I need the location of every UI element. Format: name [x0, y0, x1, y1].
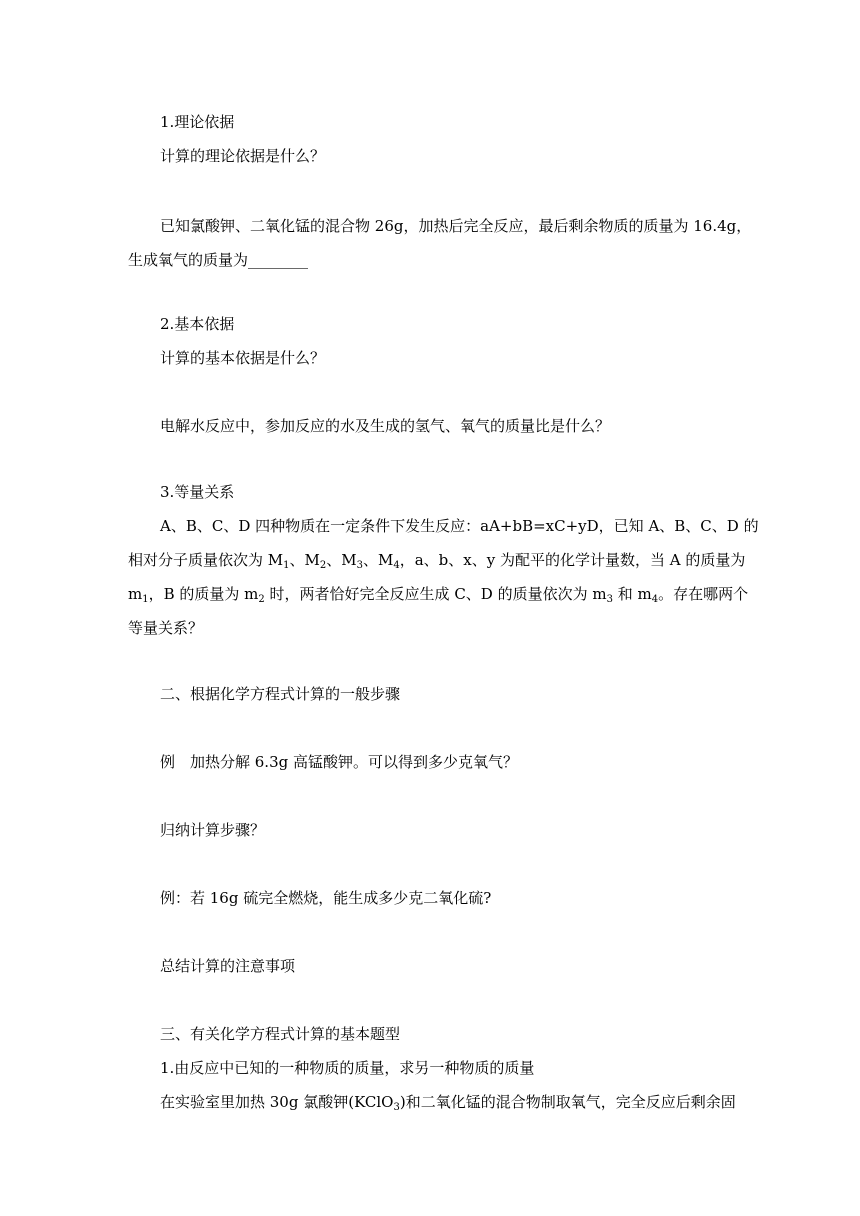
paragraph-line: A、B、C、D 四种物质在一定条件下发生反应：aA+bB=xC+yD，已知 A、B、C、D 的: [160, 517, 759, 535]
question-text: 计算的基本依据是什么？: [160, 349, 326, 367]
example-text: 例：若 16g 硫完全燃烧，能生成多少克二氧化硫?: [160, 889, 492, 907]
paragraph-line: 等量关系？: [128, 619, 204, 637]
section-heading: 1.理论依据: [160, 113, 235, 131]
question-type-heading: 1.由反应中已知的一种物质的质量，求另一种物质的质量: [160, 1059, 535, 1077]
paragraph-line: 相对分子质量依次为 $M_1$、$M_2$、$M_3$、$M_4$，a、b、x、y 为配平的化学计量数，当 A 的质量为: [128, 551, 746, 571]
notes-text: 总结计算的注意事项: [160, 957, 296, 975]
section-heading: 3.等量关系: [160, 483, 235, 501]
problem-text: 已知氯酸钾、二氧化锰的混合物 26g，加热后完全反应，最后剩余物质的质量为 16.4g，: [160, 217, 752, 235]
part-heading: 三、有关化学方程式计算的基本题型: [160, 1025, 401, 1043]
problem-text-continued: 生成氧气的质量为________: [128, 251, 309, 269]
problem-text: 电解水反应中，参加反应的水及生成的氢气、氧气的质量比是什么？: [160, 417, 611, 435]
question-text: 计算的理论依据是什么？: [160, 147, 326, 165]
section-heading: 2.基本依据: [160, 315, 235, 333]
question-text: 归纳计算步骤？: [160, 821, 266, 839]
example-text: 例 加热分解 6.3g 高锰酸钾。可以得到多少克氧气？: [160, 753, 518, 771]
part-heading: 二、根据化学方程式计算的一般步骤: [160, 685, 401, 703]
paragraph-line: $m_1$，B 的质量为 $m_2$ 时，两者恰好完全反应生成 C、D 的质量依次为 $m_3$ 和 $m_4$。存在哪两个: [128, 585, 749, 605]
problem-text: 在实验室里加热 30g 氯酸钾(KClO$_3$)和二氧化锰的混合物制取氧气，完全反应后剩余固: [160, 1093, 736, 1113]
